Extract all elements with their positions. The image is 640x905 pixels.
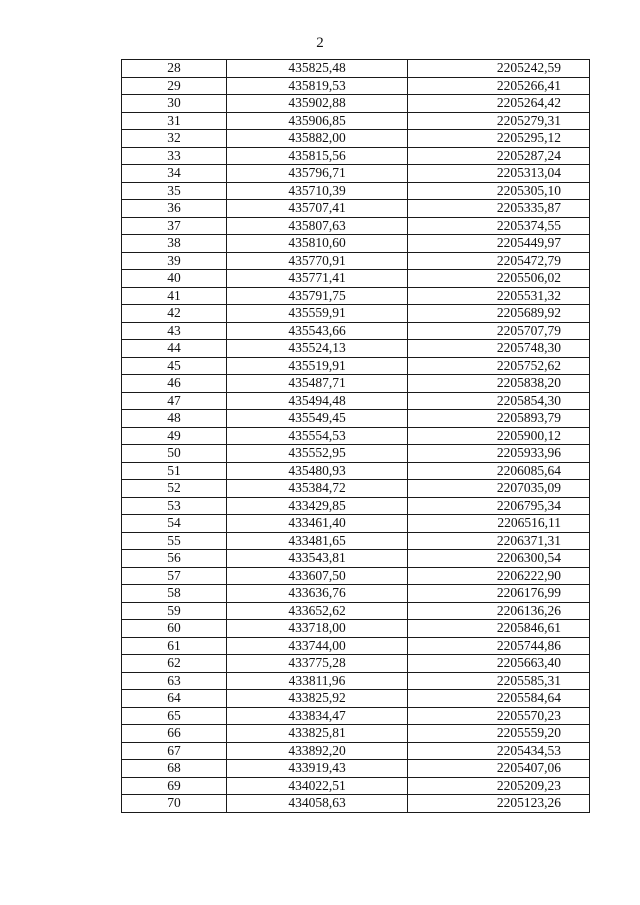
y-coordinate-cell: 2205279,31	[408, 112, 590, 130]
x-coordinate-cell: 433825,81	[227, 725, 408, 743]
y-coordinate-cell: 2205531,32	[408, 287, 590, 305]
table-row	[122, 287, 590, 305]
table-row	[122, 515, 590, 533]
x-coordinate-cell: 435559,91	[227, 305, 408, 323]
table-row	[122, 112, 590, 130]
x-coordinate-cell: 435825,48	[227, 60, 408, 78]
point-number-cell: 56	[122, 550, 227, 568]
x-coordinate-cell: 433744,00	[227, 637, 408, 655]
table-row	[122, 77, 590, 95]
y-coordinate-cell: 2205933,96	[408, 445, 590, 463]
y-coordinate-cell: 2205893,79	[408, 410, 590, 428]
table-row	[122, 795, 590, 813]
table-row	[122, 322, 590, 340]
table-row	[122, 760, 590, 778]
table-row	[122, 637, 590, 655]
table-row	[122, 392, 590, 410]
point-number-cell: 45	[122, 357, 227, 375]
table-row	[122, 602, 590, 620]
point-number-cell: 65	[122, 707, 227, 725]
y-coordinate-cell: 2206371,31	[408, 532, 590, 550]
point-number-cell: 52	[122, 480, 227, 498]
y-coordinate-cell: 2205242,59	[408, 60, 590, 78]
table-row	[122, 305, 590, 323]
table-row	[122, 165, 590, 183]
table-row	[122, 182, 590, 200]
x-coordinate-cell: 433461,40	[227, 515, 408, 533]
y-coordinate-cell: 2205434,53	[408, 742, 590, 760]
point-number-cell: 51	[122, 462, 227, 480]
y-coordinate-cell: 2207035,09	[408, 480, 590, 498]
y-coordinate-cell: 2205689,92	[408, 305, 590, 323]
x-coordinate-cell: 435707,41	[227, 200, 408, 218]
point-number-cell: 41	[122, 287, 227, 305]
x-coordinate-cell: 435807,63	[227, 217, 408, 235]
x-coordinate-cell: 435791,75	[227, 287, 408, 305]
table-row	[122, 375, 590, 393]
table-row	[122, 742, 590, 760]
point-number-cell: 37	[122, 217, 227, 235]
x-coordinate-cell: 435494,48	[227, 392, 408, 410]
x-coordinate-cell: 435906,85	[227, 112, 408, 130]
table-row	[122, 725, 590, 743]
table-row	[122, 147, 590, 165]
x-coordinate-cell: 433652,62	[227, 602, 408, 620]
x-coordinate-cell: 433811,96	[227, 672, 408, 690]
table-row	[122, 60, 590, 78]
point-number-cell: 57	[122, 567, 227, 585]
point-number-cell: 54	[122, 515, 227, 533]
table-row	[122, 655, 590, 673]
point-number-cell: 40	[122, 270, 227, 288]
page-number: 2	[316, 35, 324, 51]
point-number-cell: 44	[122, 340, 227, 358]
x-coordinate-cell: 435882,00	[227, 130, 408, 148]
y-coordinate-cell: 2205506,02	[408, 270, 590, 288]
point-number-cell: 66	[122, 725, 227, 743]
y-coordinate-cell: 2205838,20	[408, 375, 590, 393]
x-coordinate-cell: 433429,85	[227, 497, 408, 515]
table-row	[122, 550, 590, 568]
x-coordinate-cell: 435552,95	[227, 445, 408, 463]
coordinates-table-body	[122, 60, 590, 813]
y-coordinate-cell: 2205585,31	[408, 672, 590, 690]
point-number-cell: 50	[122, 445, 227, 463]
y-coordinate-cell: 2206795,34	[408, 497, 590, 515]
point-number-cell: 49	[122, 427, 227, 445]
point-number-cell: 60	[122, 620, 227, 638]
y-coordinate-cell: 2205449,97	[408, 235, 590, 253]
point-number-cell: 47	[122, 392, 227, 410]
x-coordinate-cell: 435796,71	[227, 165, 408, 183]
y-coordinate-cell: 2206176,99	[408, 585, 590, 603]
y-coordinate-cell: 2205335,87	[408, 200, 590, 218]
table-row	[122, 95, 590, 113]
point-number-cell: 63	[122, 672, 227, 690]
x-coordinate-cell: 433919,43	[227, 760, 408, 778]
table-row	[122, 567, 590, 585]
y-coordinate-cell: 2205854,30	[408, 392, 590, 410]
y-coordinate-cell: 2205287,24	[408, 147, 590, 165]
x-coordinate-cell: 433892,20	[227, 742, 408, 760]
x-coordinate-cell: 435549,45	[227, 410, 408, 428]
y-coordinate-cell: 2205559,20	[408, 725, 590, 743]
y-coordinate-cell: 2205900,12	[408, 427, 590, 445]
point-number-cell: 43	[122, 322, 227, 340]
table-row	[122, 497, 590, 515]
table-row	[122, 480, 590, 498]
point-number-cell: 28	[122, 60, 227, 78]
point-number-cell: 33	[122, 147, 227, 165]
y-coordinate-cell: 2206516,11	[408, 515, 590, 533]
x-coordinate-cell: 435487,71	[227, 375, 408, 393]
point-number-cell: 55	[122, 532, 227, 550]
y-coordinate-cell: 2206136,26	[408, 602, 590, 620]
y-coordinate-cell: 2205584,64	[408, 690, 590, 708]
point-number-cell: 30	[122, 95, 227, 113]
point-number-cell: 67	[122, 742, 227, 760]
x-coordinate-cell: 433775,28	[227, 655, 408, 673]
table-row	[122, 707, 590, 725]
table-row	[122, 690, 590, 708]
y-coordinate-cell: 2205407,06	[408, 760, 590, 778]
table-row	[122, 340, 590, 358]
y-coordinate-cell: 2205209,23	[408, 777, 590, 795]
y-coordinate-cell: 2206222,90	[408, 567, 590, 585]
point-number-cell: 29	[122, 77, 227, 95]
x-coordinate-cell: 435384,72	[227, 480, 408, 498]
point-number-cell: 64	[122, 690, 227, 708]
y-coordinate-cell: 2205707,79	[408, 322, 590, 340]
table-row	[122, 462, 590, 480]
point-number-cell: 68	[122, 760, 227, 778]
coordinates-table	[121, 59, 590, 813]
point-number-cell: 36	[122, 200, 227, 218]
point-number-cell: 62	[122, 655, 227, 673]
y-coordinate-cell: 2205570,23	[408, 707, 590, 725]
x-coordinate-cell: 434022,51	[227, 777, 408, 795]
x-coordinate-cell: 435819,53	[227, 77, 408, 95]
point-number-cell: 31	[122, 112, 227, 130]
point-number-cell: 53	[122, 497, 227, 515]
table-row	[122, 410, 590, 428]
y-coordinate-cell: 2205295,12	[408, 130, 590, 148]
table-row	[122, 200, 590, 218]
x-coordinate-cell: 435554,53	[227, 427, 408, 445]
y-coordinate-cell: 2205748,30	[408, 340, 590, 358]
table-row	[122, 130, 590, 148]
x-coordinate-cell: 435771,41	[227, 270, 408, 288]
x-coordinate-cell: 435519,91	[227, 357, 408, 375]
table-row	[122, 427, 590, 445]
table-row	[122, 445, 590, 463]
point-number-cell: 39	[122, 252, 227, 270]
x-coordinate-cell: 435810,60	[227, 235, 408, 253]
table-row	[122, 357, 590, 375]
y-coordinate-cell: 2205266,41	[408, 77, 590, 95]
x-coordinate-cell: 435710,39	[227, 182, 408, 200]
x-coordinate-cell: 433636,76	[227, 585, 408, 603]
x-coordinate-cell: 433543,81	[227, 550, 408, 568]
table-row	[122, 672, 590, 690]
point-number-cell: 69	[122, 777, 227, 795]
point-number-cell: 32	[122, 130, 227, 148]
y-coordinate-cell: 2205846,61	[408, 620, 590, 638]
point-number-cell: 34	[122, 165, 227, 183]
table-row	[122, 532, 590, 550]
y-coordinate-cell: 2205374,55	[408, 217, 590, 235]
point-number-cell: 35	[122, 182, 227, 200]
table-row	[122, 270, 590, 288]
x-coordinate-cell: 435770,91	[227, 252, 408, 270]
point-number-cell: 46	[122, 375, 227, 393]
point-number-cell: 58	[122, 585, 227, 603]
table-row	[122, 217, 590, 235]
x-coordinate-cell: 433607,50	[227, 567, 408, 585]
x-coordinate-cell: 433834,47	[227, 707, 408, 725]
y-coordinate-cell: 2206085,64	[408, 462, 590, 480]
x-coordinate-cell: 435543,66	[227, 322, 408, 340]
y-coordinate-cell: 2205472,79	[408, 252, 590, 270]
y-coordinate-cell: 2205744,86	[408, 637, 590, 655]
y-coordinate-cell: 2205663,40	[408, 655, 590, 673]
y-coordinate-cell: 2205752,62	[408, 357, 590, 375]
y-coordinate-cell: 2205305,10	[408, 182, 590, 200]
point-number-cell: 70	[122, 795, 227, 813]
x-coordinate-cell: 435815,56	[227, 147, 408, 165]
point-number-cell: 61	[122, 637, 227, 655]
x-coordinate-cell: 433718,00	[227, 620, 408, 638]
x-coordinate-cell: 435524,13	[227, 340, 408, 358]
y-coordinate-cell: 2205123,26	[408, 795, 590, 813]
y-coordinate-cell: 2205264,42	[408, 95, 590, 113]
table-row	[122, 585, 590, 603]
point-number-cell: 59	[122, 602, 227, 620]
x-coordinate-cell: 435902,88	[227, 95, 408, 113]
y-coordinate-cell: 2205313,04	[408, 165, 590, 183]
x-coordinate-cell: 433481,65	[227, 532, 408, 550]
table-row	[122, 620, 590, 638]
y-coordinate-cell: 2206300,54	[408, 550, 590, 568]
point-number-cell: 48	[122, 410, 227, 428]
x-coordinate-cell: 434058,63	[227, 795, 408, 813]
x-coordinate-cell: 435480,93	[227, 462, 408, 480]
table-row	[122, 235, 590, 253]
table-row	[122, 777, 590, 795]
point-number-cell: 42	[122, 305, 227, 323]
point-number-cell: 38	[122, 235, 227, 253]
x-coordinate-cell: 433825,92	[227, 690, 408, 708]
table-row	[122, 252, 590, 270]
